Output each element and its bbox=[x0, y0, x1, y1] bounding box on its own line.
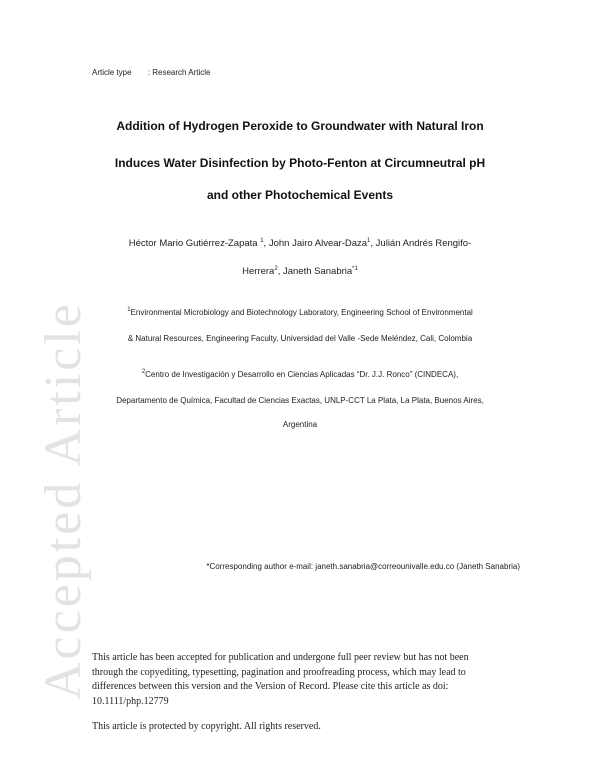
author-name: , John Jairo Alvear-Daza bbox=[263, 238, 368, 249]
author-affil-sup: *1 bbox=[352, 266, 358, 272]
article-type-value: : Research Article bbox=[147, 68, 211, 77]
article-type-label: Article type bbox=[92, 68, 132, 77]
author-affil-sup: 2 bbox=[274, 266, 278, 272]
authors-line-1 bbox=[80, 238, 520, 250]
affiliation-2-line-3: Argentina bbox=[282, 420, 318, 429]
author-name: , Janeth Sanabria bbox=[277, 266, 353, 277]
author-name: Herrera bbox=[242, 266, 275, 277]
affiliation-2-line-2: Departamento de Química, Facultad de Ciencias Exactas, UNLP-CCT La Plata, La Plata, Buenos Aires, bbox=[116, 396, 484, 405]
accepted-article-watermark: Accepted Article bbox=[35, 301, 92, 700]
affiliation-sup: 1 bbox=[127, 307, 131, 313]
notice-line: differences between this version and the Version of Record. Please cite this article as doi: bbox=[92, 681, 449, 692]
author-name: , Julián Andrés Rengifo- bbox=[370, 238, 472, 249]
notice-doi: 10.1111/php.12779 bbox=[92, 695, 169, 707]
title-line-1: Addition of Hydrogen Peroxide to Groundwater with Natural Iron bbox=[116, 119, 484, 133]
notice-line: through the copyediting, typesetting, pagination and proofreading process, which may lead to bbox=[92, 666, 466, 678]
copyright-notice: This article is protected by copyright. All rights reserved. bbox=[92, 721, 321, 732]
affiliation-text: Centro de Investigación y Desarrollo en Ciencias Aplicadas “Dr. J.J. Ronco” (CINDECA), bbox=[145, 370, 459, 379]
affiliation-2-line-1 bbox=[80, 370, 520, 380]
affiliation-1-line-1 bbox=[80, 308, 520, 318]
title-line-3: and other Photochemical Events bbox=[206, 188, 394, 202]
author-affil-sup: 1 bbox=[367, 238, 371, 244]
affiliation-text: Environmental Microbiology and Biotechnology Laboratory, Engineering School of Environmental bbox=[130, 308, 473, 317]
title-line-2: Induces Water Disinfection by Photo-Fenton at Circumneutral pH bbox=[114, 156, 486, 170]
affiliation-sup: 2 bbox=[141, 369, 146, 375]
author-name: Héctor Mario Gutiérrez-Zapata bbox=[128, 238, 258, 249]
author-affil-sup: 1 bbox=[260, 238, 264, 244]
notice-line: This article has been accepted for publication and undergone full peer review but has not been bbox=[92, 652, 469, 663]
corresponding-author: *Corresponding author e-mail: janeth.sanabria@correounivalle.edu.co (Janeth Sanabria) bbox=[206, 562, 520, 571]
affiliation-1-line-2: & Natural Resources, Engineering Faculty, Universidad del Valle -Sede Meléndez, Cali, Colombia bbox=[127, 334, 473, 343]
authors-line-2 bbox=[80, 266, 520, 278]
article-type bbox=[92, 68, 211, 77]
acceptance-notice bbox=[92, 651, 512, 709]
